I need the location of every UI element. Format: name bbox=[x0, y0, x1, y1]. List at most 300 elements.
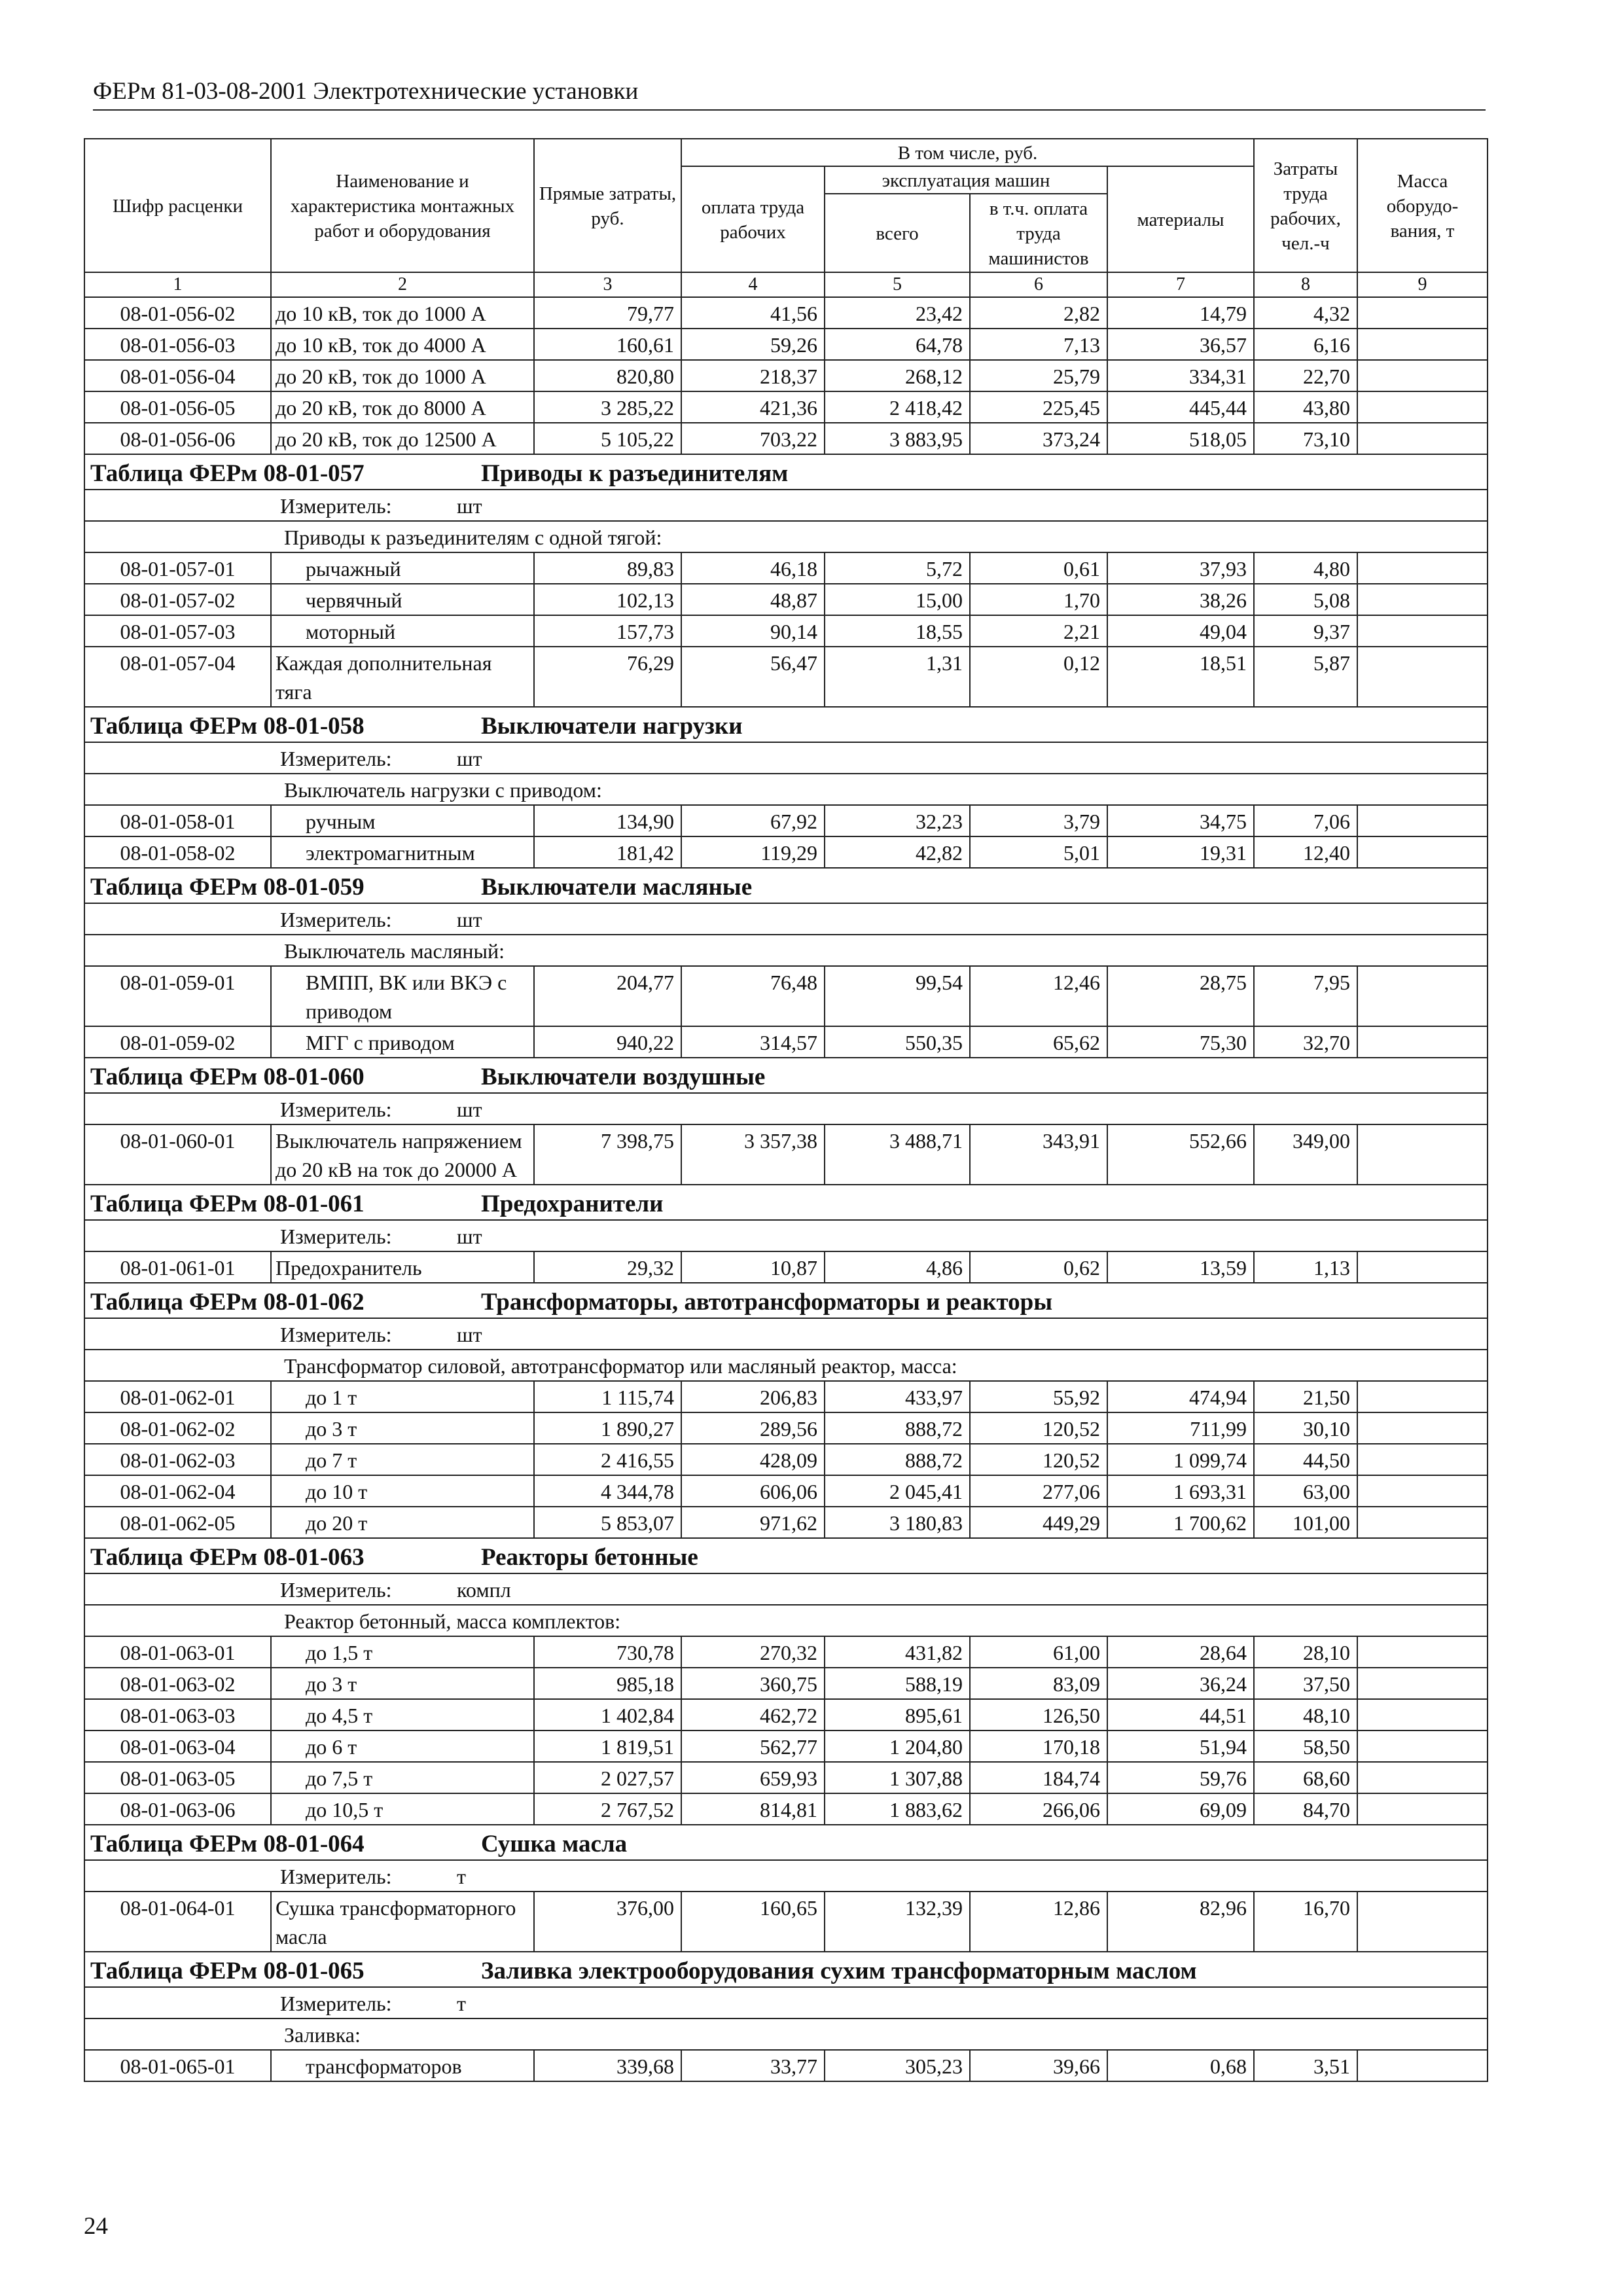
table-title-row bbox=[84, 1058, 1488, 1093]
labor-hours: 30,10 bbox=[1254, 1412, 1357, 1444]
table-title: Реакторы бетонные bbox=[481, 1544, 698, 1571]
machinists-labor: 449,29 bbox=[970, 1507, 1107, 1538]
rate-code: 08-01-063-01 bbox=[84, 1636, 271, 1668]
materials-cost: 59,76 bbox=[1107, 1762, 1254, 1793]
rate-row bbox=[84, 836, 1488, 868]
direct-cost: 5 105,22 bbox=[534, 423, 681, 454]
machines-total: 2 045,41 bbox=[825, 1475, 970, 1507]
table-title-cell bbox=[84, 1952, 1488, 1987]
machinists-labor: 0,12 bbox=[970, 647, 1107, 707]
table-title: Трансформаторы, автотрансформаторы и реакторы bbox=[481, 1289, 1053, 1316]
labor-hours: 48,10 bbox=[1254, 1699, 1357, 1731]
measure-row bbox=[84, 1093, 1488, 1124]
labor-hours: 84,70 bbox=[1254, 1793, 1357, 1825]
measure-cell bbox=[84, 1220, 1488, 1251]
table-title-cell bbox=[84, 1825, 1488, 1860]
measure-label: Измеритель: bbox=[280, 747, 392, 770]
group-header: Заливка: bbox=[84, 2018, 1488, 2050]
page-number: 24 bbox=[84, 2213, 108, 2240]
machinists-labor: 170,18 bbox=[970, 1731, 1107, 1762]
direct-cost: 76,29 bbox=[534, 647, 681, 707]
labor-cost: 814,81 bbox=[681, 1793, 825, 1825]
machinists-labor: 2,21 bbox=[970, 615, 1107, 647]
labor-cost: 160,65 bbox=[681, 1892, 825, 1952]
direct-cost: 204,77 bbox=[534, 966, 681, 1026]
table-title-cell bbox=[84, 1185, 1488, 1220]
rate-code: 08-01-057-01 bbox=[84, 552, 271, 584]
col-name-header: Наименование и характеристика монтажных работ и оборудования bbox=[271, 139, 534, 272]
direct-cost: 940,22 bbox=[534, 1026, 681, 1058]
equipment-mass bbox=[1357, 360, 1488, 391]
rate-name: до 3 т bbox=[271, 1412, 534, 1444]
table-title-row bbox=[84, 1538, 1488, 1573]
machinists-labor: 39,66 bbox=[970, 2050, 1107, 2081]
labor-cost: 33,77 bbox=[681, 2050, 825, 2081]
materials-cost: 44,51 bbox=[1107, 1699, 1254, 1731]
measure-unit: шт bbox=[457, 1225, 482, 1248]
rate-row bbox=[84, 423, 1488, 454]
rate-code: 08-01-062-02 bbox=[84, 1412, 271, 1444]
direct-cost: 2 416,55 bbox=[534, 1444, 681, 1475]
direct-cost: 3 285,22 bbox=[534, 391, 681, 423]
table-title: Предохранители bbox=[481, 1191, 664, 1217]
direct-cost: 376,00 bbox=[534, 1892, 681, 1952]
machines-total: 305,23 bbox=[825, 2050, 970, 2081]
machines-total: 1 204,80 bbox=[825, 1731, 970, 1762]
rate-code: 08-01-057-04 bbox=[84, 647, 271, 707]
labor-hours: 9,37 bbox=[1254, 615, 1357, 647]
labor-cost: 289,56 bbox=[681, 1412, 825, 1444]
rate-code: 08-01-056-05 bbox=[84, 391, 271, 423]
rate-name: до 6 т bbox=[271, 1731, 534, 1762]
measure-unit: компл bbox=[457, 1578, 511, 1602]
rate-row bbox=[84, 805, 1488, 836]
measure-cell bbox=[84, 1860, 1488, 1892]
rate-name: до 4,5 т bbox=[271, 1699, 534, 1731]
rate-code: 08-01-063-04 bbox=[84, 1731, 271, 1762]
col-machines-header: эксплуатация машин bbox=[825, 166, 1107, 194]
machines-total: 5,72 bbox=[825, 552, 970, 584]
measure-cell bbox=[84, 1318, 1488, 1350]
rate-row bbox=[84, 1026, 1488, 1058]
table-title: Выключатели нагрузки bbox=[481, 713, 743, 740]
machinists-labor: 120,52 bbox=[970, 1412, 1107, 1444]
labor-cost: 270,32 bbox=[681, 1636, 825, 1668]
table-code: Таблица ФЕРм 08-01-064 bbox=[90, 1831, 365, 1857]
col-code-header: Шифр расценки bbox=[84, 139, 271, 272]
table-title-row bbox=[84, 868, 1488, 903]
machines-total: 268,12 bbox=[825, 360, 970, 391]
equipment-mass bbox=[1357, 1892, 1488, 1952]
labor-cost: 59,26 bbox=[681, 329, 825, 360]
group-header-row bbox=[84, 935, 1488, 966]
rate-row bbox=[84, 2050, 1488, 2081]
page-header: ФЕРм 81-03-08-2001 Электротехнические установки bbox=[93, 77, 1486, 111]
rate-name: до 20 кВ, ток до 1000 А bbox=[271, 360, 534, 391]
measure-label: Измеритель: bbox=[280, 494, 392, 518]
rate-row bbox=[84, 1475, 1488, 1507]
rate-name: рычажный bbox=[271, 552, 534, 584]
direct-cost: 181,42 bbox=[534, 836, 681, 868]
materials-cost: 711,99 bbox=[1107, 1412, 1254, 1444]
labor-cost: 606,06 bbox=[681, 1475, 825, 1507]
materials-cost: 13,59 bbox=[1107, 1251, 1254, 1283]
machines-total: 42,82 bbox=[825, 836, 970, 868]
rate-row bbox=[84, 1444, 1488, 1475]
table-code: Таблица ФЕРм 08-01-061 bbox=[90, 1191, 365, 1217]
measure-label: Измеритель: bbox=[280, 1865, 392, 1888]
labor-cost: 428,09 bbox=[681, 1444, 825, 1475]
rate-name: до 7,5 т bbox=[271, 1762, 534, 1793]
materials-cost: 552,66 bbox=[1107, 1124, 1254, 1185]
labor-hours: 28,10 bbox=[1254, 1636, 1357, 1668]
group-header: Приводы к разъединителям с одной тягой: bbox=[84, 521, 1488, 552]
col-mass-header: Масса оборудо-вания, т bbox=[1357, 139, 1488, 272]
labor-hours: 63,00 bbox=[1254, 1475, 1357, 1507]
direct-cost: 79,77 bbox=[534, 297, 681, 329]
materials-cost: 82,96 bbox=[1107, 1892, 1254, 1952]
machines-total: 2 418,42 bbox=[825, 391, 970, 423]
direct-cost: 29,32 bbox=[534, 1251, 681, 1283]
labor-cost: 41,56 bbox=[681, 297, 825, 329]
materials-cost: 38,26 bbox=[1107, 584, 1254, 615]
equipment-mass bbox=[1357, 1793, 1488, 1825]
machinists-labor: 1,70 bbox=[970, 584, 1107, 615]
materials-cost: 34,75 bbox=[1107, 805, 1254, 836]
direct-cost: 339,68 bbox=[534, 2050, 681, 2081]
machinists-labor: 2,82 bbox=[970, 297, 1107, 329]
equipment-mass bbox=[1357, 1124, 1488, 1185]
measure-cell bbox=[84, 490, 1488, 521]
rate-code: 08-01-062-05 bbox=[84, 1507, 271, 1538]
labor-hours: 68,60 bbox=[1254, 1762, 1357, 1793]
rate-name: Предохранитель bbox=[271, 1251, 534, 1283]
materials-cost: 1 099,74 bbox=[1107, 1444, 1254, 1475]
machines-total: 3 488,71 bbox=[825, 1124, 970, 1185]
direct-cost: 7 398,75 bbox=[534, 1124, 681, 1185]
equipment-mass bbox=[1357, 329, 1488, 360]
rate-name: Выключатель напряжением до 20 кВ на ток до 20000 А bbox=[271, 1124, 534, 1185]
machinists-labor: 83,09 bbox=[970, 1668, 1107, 1699]
machines-total: 888,72 bbox=[825, 1412, 970, 1444]
rate-row bbox=[84, 584, 1488, 615]
materials-cost: 0,68 bbox=[1107, 2050, 1254, 2081]
col-number: 2 bbox=[271, 272, 534, 297]
labor-hours: 7,95 bbox=[1254, 966, 1357, 1026]
measure-label: Измеритель: bbox=[280, 1578, 392, 1602]
col-number: 4 bbox=[681, 272, 825, 297]
measure-unit: шт bbox=[457, 747, 482, 770]
table-title-cell bbox=[84, 454, 1488, 490]
equipment-mass bbox=[1357, 1026, 1488, 1058]
rate-name: Сушка трансформаторного масла bbox=[271, 1892, 534, 1952]
labor-hours: 73,10 bbox=[1254, 423, 1357, 454]
measure-row bbox=[84, 1573, 1488, 1605]
table-code: Таблица ФЕРм 08-01-062 bbox=[90, 1289, 365, 1316]
rate-code: 08-01-063-06 bbox=[84, 1793, 271, 1825]
materials-cost: 28,75 bbox=[1107, 966, 1254, 1026]
machines-total: 895,61 bbox=[825, 1699, 970, 1731]
labor-hours: 7,06 bbox=[1254, 805, 1357, 836]
equipment-mass bbox=[1357, 584, 1488, 615]
table-title-row bbox=[84, 1283, 1488, 1318]
equipment-mass bbox=[1357, 1251, 1488, 1283]
col-number: 1 bbox=[84, 272, 271, 297]
machines-total: 99,54 bbox=[825, 966, 970, 1026]
equipment-mass bbox=[1357, 1762, 1488, 1793]
labor-cost: 314,57 bbox=[681, 1026, 825, 1058]
rate-code: 08-01-056-03 bbox=[84, 329, 271, 360]
machines-total: 15,00 bbox=[825, 584, 970, 615]
rate-row bbox=[84, 1124, 1488, 1185]
materials-cost: 445,44 bbox=[1107, 391, 1254, 423]
table-body bbox=[84, 297, 1488, 2081]
table-title-cell bbox=[84, 868, 1488, 903]
labor-cost: 3 357,38 bbox=[681, 1124, 825, 1185]
machinists-labor: 266,06 bbox=[970, 1793, 1107, 1825]
table-title-row bbox=[84, 707, 1488, 742]
machines-total: 64,78 bbox=[825, 329, 970, 360]
rate-name: трансформаторов bbox=[271, 2050, 534, 2081]
labor-hours: 44,50 bbox=[1254, 1444, 1357, 1475]
machinists-labor: 0,62 bbox=[970, 1251, 1107, 1283]
col-number: 8 bbox=[1254, 272, 1357, 297]
measure-label: Измеритель: bbox=[280, 1323, 392, 1346]
materials-cost: 75,30 bbox=[1107, 1026, 1254, 1058]
equipment-mass bbox=[1357, 647, 1488, 707]
machinists-labor: 277,06 bbox=[970, 1475, 1107, 1507]
machines-total: 3 883,95 bbox=[825, 423, 970, 454]
rate-code: 08-01-056-04 bbox=[84, 360, 271, 391]
labor-hours: 5,87 bbox=[1254, 647, 1357, 707]
equipment-mass bbox=[1357, 2050, 1488, 2081]
labor-cost: 67,92 bbox=[681, 805, 825, 836]
measure-row bbox=[84, 742, 1488, 774]
column-numbers-row bbox=[84, 272, 1488, 297]
labor-cost: 206,83 bbox=[681, 1381, 825, 1412]
measure-label: Измеритель: bbox=[280, 1225, 392, 1248]
machines-total: 32,23 bbox=[825, 805, 970, 836]
measure-unit: т bbox=[457, 1865, 466, 1888]
materials-cost: 1 700,62 bbox=[1107, 1507, 1254, 1538]
materials-cost: 37,93 bbox=[1107, 552, 1254, 584]
materials-cost: 474,94 bbox=[1107, 1381, 1254, 1412]
rate-code: 08-01-059-01 bbox=[84, 966, 271, 1026]
col-direct-header: Прямые затраты, руб. bbox=[534, 139, 681, 272]
measure-cell bbox=[84, 742, 1488, 774]
measure-cell bbox=[84, 903, 1488, 935]
table-title-cell bbox=[84, 1283, 1488, 1318]
labor-hours: 21,50 bbox=[1254, 1381, 1357, 1412]
direct-cost: 134,90 bbox=[534, 805, 681, 836]
equipment-mass bbox=[1357, 391, 1488, 423]
machinists-labor: 126,50 bbox=[970, 1699, 1107, 1731]
rate-name: до 1,5 т bbox=[271, 1636, 534, 1668]
machinists-labor: 225,45 bbox=[970, 391, 1107, 423]
labor-hours: 12,40 bbox=[1254, 836, 1357, 868]
direct-cost: 157,73 bbox=[534, 615, 681, 647]
measure-row bbox=[84, 1220, 1488, 1251]
labor-cost: 46,18 bbox=[681, 552, 825, 584]
materials-cost: 14,79 bbox=[1107, 297, 1254, 329]
machines-total: 1 883,62 bbox=[825, 1793, 970, 1825]
equipment-mass bbox=[1357, 836, 1488, 868]
rate-row bbox=[84, 1636, 1488, 1668]
rate-row bbox=[84, 1731, 1488, 1762]
rate-code: 08-01-062-04 bbox=[84, 1475, 271, 1507]
machinists-labor: 25,79 bbox=[970, 360, 1107, 391]
direct-cost: 820,80 bbox=[534, 360, 681, 391]
labor-cost: 56,47 bbox=[681, 647, 825, 707]
rate-code: 08-01-062-03 bbox=[84, 1444, 271, 1475]
table-title-cell bbox=[84, 1058, 1488, 1093]
labor-cost: 76,48 bbox=[681, 966, 825, 1026]
rate-row bbox=[84, 360, 1488, 391]
labor-hours: 22,70 bbox=[1254, 360, 1357, 391]
measure-row bbox=[84, 1860, 1488, 1892]
materials-cost: 18,51 bbox=[1107, 647, 1254, 707]
machinists-labor: 343,91 bbox=[970, 1124, 1107, 1185]
equipment-mass bbox=[1357, 1668, 1488, 1699]
table-title-row bbox=[84, 1952, 1488, 1987]
equipment-mass bbox=[1357, 1507, 1488, 1538]
measure-unit: шт bbox=[457, 908, 482, 931]
col-number: 9 bbox=[1357, 272, 1488, 297]
direct-cost: 985,18 bbox=[534, 1668, 681, 1699]
machines-total: 433,97 bbox=[825, 1381, 970, 1412]
materials-cost: 1 693,31 bbox=[1107, 1475, 1254, 1507]
direct-cost: 730,78 bbox=[534, 1636, 681, 1668]
rate-row bbox=[84, 647, 1488, 707]
table-title-row bbox=[84, 454, 1488, 490]
labor-cost: 10,87 bbox=[681, 1251, 825, 1283]
direct-cost: 1 819,51 bbox=[534, 1731, 681, 1762]
rate-row bbox=[84, 1668, 1488, 1699]
materials-cost: 36,24 bbox=[1107, 1668, 1254, 1699]
equipment-mass bbox=[1357, 552, 1488, 584]
group-header-row bbox=[84, 1605, 1488, 1636]
rate-row bbox=[84, 1699, 1488, 1731]
labor-cost: 703,22 bbox=[681, 423, 825, 454]
machinists-labor: 5,01 bbox=[970, 836, 1107, 868]
measure-unit: шт bbox=[457, 1323, 482, 1346]
rate-code: 08-01-063-02 bbox=[84, 1668, 271, 1699]
direct-cost: 89,83 bbox=[534, 552, 681, 584]
labor-cost: 48,87 bbox=[681, 584, 825, 615]
group-header-row bbox=[84, 1350, 1488, 1381]
materials-cost: 28,64 bbox=[1107, 1636, 1254, 1668]
labor-hours: 43,80 bbox=[1254, 391, 1357, 423]
machinists-labor: 61,00 bbox=[970, 1636, 1107, 1668]
group-header: Реактор бетонный, масса комплектов: bbox=[84, 1605, 1488, 1636]
labor-cost: 90,14 bbox=[681, 615, 825, 647]
equipment-mass bbox=[1357, 1475, 1488, 1507]
equipment-mass bbox=[1357, 805, 1488, 836]
rate-row bbox=[84, 1251, 1488, 1283]
rate-row bbox=[84, 297, 1488, 329]
rate-code: 08-01-056-02 bbox=[84, 297, 271, 329]
machinists-labor: 184,74 bbox=[970, 1762, 1107, 1793]
rate-name: до 3 т bbox=[271, 1668, 534, 1699]
col-materials-header: материалы bbox=[1107, 166, 1254, 272]
materials-cost: 51,94 bbox=[1107, 1731, 1254, 1762]
labor-cost: 218,37 bbox=[681, 360, 825, 391]
col-labor-header: оплата труда рабочих bbox=[681, 166, 825, 272]
rate-code: 08-01-058-02 bbox=[84, 836, 271, 868]
measure-row bbox=[84, 1987, 1488, 2018]
rate-code: 08-01-065-01 bbox=[84, 2050, 271, 2081]
rate-name: моторный bbox=[271, 615, 534, 647]
table-title-cell bbox=[84, 1538, 1488, 1573]
rate-row bbox=[84, 1793, 1488, 1825]
rate-name: ручным bbox=[271, 805, 534, 836]
machines-total: 888,72 bbox=[825, 1444, 970, 1475]
labor-hours: 3,51 bbox=[1254, 2050, 1357, 2081]
direct-cost: 1 890,27 bbox=[534, 1412, 681, 1444]
labor-cost: 971,62 bbox=[681, 1507, 825, 1538]
rate-name: до 20 кВ, ток до 12500 А bbox=[271, 423, 534, 454]
machinists-labor: 12,46 bbox=[970, 966, 1107, 1026]
rate-row bbox=[84, 1762, 1488, 1793]
labor-hours: 58,50 bbox=[1254, 1731, 1357, 1762]
rate-code: 08-01-058-01 bbox=[84, 805, 271, 836]
rate-name: до 7 т bbox=[271, 1444, 534, 1475]
rate-name: до 20 т bbox=[271, 1507, 534, 1538]
measure-cell bbox=[84, 1573, 1488, 1605]
materials-cost: 334,31 bbox=[1107, 360, 1254, 391]
direct-cost: 1 402,84 bbox=[534, 1699, 681, 1731]
rates-table bbox=[84, 138, 1488, 2082]
table-title-row bbox=[84, 1185, 1488, 1220]
col-hours-header: Затраты труда рабочих, чел.-ч bbox=[1254, 139, 1357, 272]
rate-code: 08-01-059-02 bbox=[84, 1026, 271, 1058]
equipment-mass bbox=[1357, 1381, 1488, 1412]
equipment-mass bbox=[1357, 1444, 1488, 1475]
rate-code: 08-01-063-05 bbox=[84, 1762, 271, 1793]
rate-name: до 20 кВ, ток до 8000 А bbox=[271, 391, 534, 423]
machines-total: 132,39 bbox=[825, 1892, 970, 1952]
direct-cost: 1 115,74 bbox=[534, 1381, 681, 1412]
rate-name: до 1 т bbox=[271, 1381, 534, 1412]
table-title: Сушка масла bbox=[481, 1831, 628, 1857]
machines-total: 3 180,83 bbox=[825, 1507, 970, 1538]
labor-hours: 37,50 bbox=[1254, 1668, 1357, 1699]
col-group-header: В том числе, руб. bbox=[681, 139, 1254, 166]
machinists-labor: 120,52 bbox=[970, 1444, 1107, 1475]
labor-hours: 6,16 bbox=[1254, 329, 1357, 360]
machines-total: 588,19 bbox=[825, 1668, 970, 1699]
machinists-labor: 55,92 bbox=[970, 1381, 1107, 1412]
col-number: 5 bbox=[825, 272, 970, 297]
direct-cost: 160,61 bbox=[534, 329, 681, 360]
labor-cost: 119,29 bbox=[681, 836, 825, 868]
rate-row bbox=[84, 1412, 1488, 1444]
machines-total: 550,35 bbox=[825, 1026, 970, 1058]
labor-hours: 101,00 bbox=[1254, 1507, 1357, 1538]
group-header: Трансформатор силовой, автотрансформатор или масляный реактор, масса: bbox=[84, 1350, 1488, 1381]
materials-cost: 19,31 bbox=[1107, 836, 1254, 868]
labor-hours: 16,70 bbox=[1254, 1892, 1357, 1952]
rate-row bbox=[84, 1892, 1488, 1952]
labor-cost: 421,36 bbox=[681, 391, 825, 423]
rate-row bbox=[84, 391, 1488, 423]
materials-cost: 69,09 bbox=[1107, 1793, 1254, 1825]
machines-total: 431,82 bbox=[825, 1636, 970, 1668]
table-title: Заливка электрооборудования сухим трансформаторным маслом bbox=[481, 1958, 1197, 1984]
labor-cost: 659,93 bbox=[681, 1762, 825, 1793]
materials-cost: 36,57 bbox=[1107, 329, 1254, 360]
table-title-cell bbox=[84, 707, 1488, 742]
